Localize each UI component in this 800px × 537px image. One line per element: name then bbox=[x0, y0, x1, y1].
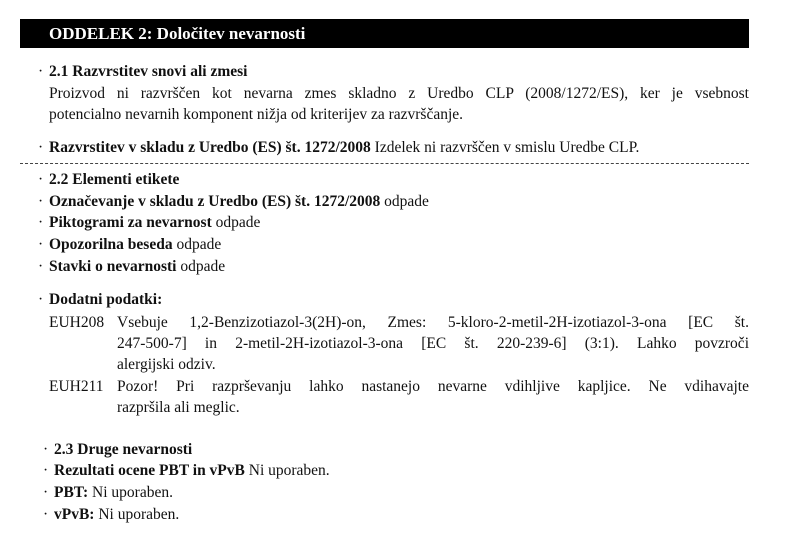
s22-item bbox=[38, 192, 429, 212]
euh208-code: EUH208 bbox=[49, 314, 105, 331]
bullet: · bbox=[38, 63, 44, 80]
s22-item-label: Piktogrami za nevarnost bbox=[49, 214, 212, 231]
euh211-line-2: razpršila ali meglic. bbox=[117, 399, 240, 416]
euh208-line-1: Vsebuje 1,2-Benzizotiazol-3(2H)-on, Zmes: 5-kloro-2-metil-2H-izotiazol-3-ona [EC št. bbox=[117, 314, 749, 331]
bullet: · bbox=[38, 171, 44, 188]
bullet: · bbox=[43, 506, 49, 523]
section-title: ODDELEK 2: Določitev nevarnosti bbox=[20, 19, 749, 48]
s22-item bbox=[38, 235, 221, 255]
bullet: · bbox=[38, 139, 44, 156]
s23-heading-line bbox=[43, 440, 192, 460]
additional-info-heading-line bbox=[38, 290, 162, 310]
s23-item-value: Ni uporaben. bbox=[94, 506, 180, 523]
s21-regulation-label: Razvrstitev v skladu z Uredbo (ES) št. 1272/2008 bbox=[49, 139, 371, 156]
bullet: · bbox=[38, 214, 44, 231]
bullet: · bbox=[43, 462, 49, 479]
s21-paragraph-line-2: potencialno nevarnih komponent nižja od kriterijev za razvrščanje. bbox=[49, 106, 464, 123]
euh208-line-3: alergijski odziv. bbox=[117, 356, 216, 373]
bullet: · bbox=[43, 484, 49, 501]
s22-item-value: odpade bbox=[172, 236, 222, 253]
bullet: · bbox=[38, 236, 44, 253]
s21-regulation-line bbox=[38, 138, 639, 158]
s23-item-value: Ni uporaben. bbox=[88, 484, 173, 501]
dashed-divider bbox=[20, 163, 749, 164]
s22-item-value: odpade bbox=[211, 214, 261, 231]
euh208-line-2: 247-500-7] in 2-metil-2H-izotiazol-3-ona [EC št. 220-239-6] (3:1). Lahko povzroči bbox=[117, 335, 749, 352]
s21-regulation-value: Izdelek ni razvrščen v smislu Uredbe CLP. bbox=[370, 139, 640, 156]
s23-heading: 2.3 Druge nevarnosti bbox=[54, 441, 193, 458]
s22-item-value: odpade bbox=[176, 258, 226, 275]
s22-heading-line bbox=[38, 170, 179, 190]
s22-item-value: odpade bbox=[380, 193, 429, 210]
bullet: · bbox=[43, 441, 49, 458]
s23-item-label: PBT: bbox=[54, 484, 89, 501]
s22-item-label: Označevanje v skladu z Uredbo (ES) št. 1272/2008 bbox=[49, 193, 381, 210]
s21-paragraph-line-1: Proizvod ni razvrščen kot nevarna zmes skladno z Uredbo CLP (2008/1272/ES), ker je vsebnost bbox=[49, 85, 749, 102]
s23-item bbox=[43, 483, 173, 503]
euh211-code: EUH211 bbox=[49, 378, 104, 395]
s22-item bbox=[38, 257, 225, 277]
s22-item-label: Opozorilna beseda bbox=[49, 236, 173, 253]
s23-item bbox=[43, 461, 330, 481]
s21-heading: 2.1 Razvrstitev snovi ali zmesi bbox=[49, 63, 248, 80]
bullet: · bbox=[38, 291, 44, 308]
euh211-line-1: Pozor! Pri razprševanju lahko nastanejo nevarne vdihljive kapljice. Ne vdihavajte bbox=[117, 378, 749, 395]
s23-item bbox=[43, 505, 179, 525]
s21-heading-line bbox=[38, 62, 247, 82]
s22-item bbox=[38, 213, 260, 233]
s23-item-value: Ni uporaben. bbox=[244, 462, 330, 479]
s22-heading: 2.2 Elementi etikete bbox=[49, 171, 180, 188]
additional-info-heading: Dodatni podatki: bbox=[49, 291, 163, 308]
bullet: · bbox=[38, 193, 44, 210]
s23-item-label: vPvB: bbox=[54, 506, 95, 523]
bullet: · bbox=[38, 258, 44, 275]
s22-item-label: Stavki o nevarnosti bbox=[49, 258, 177, 275]
s23-item-label: Rezultati ocene PBT in vPvB bbox=[54, 462, 245, 479]
